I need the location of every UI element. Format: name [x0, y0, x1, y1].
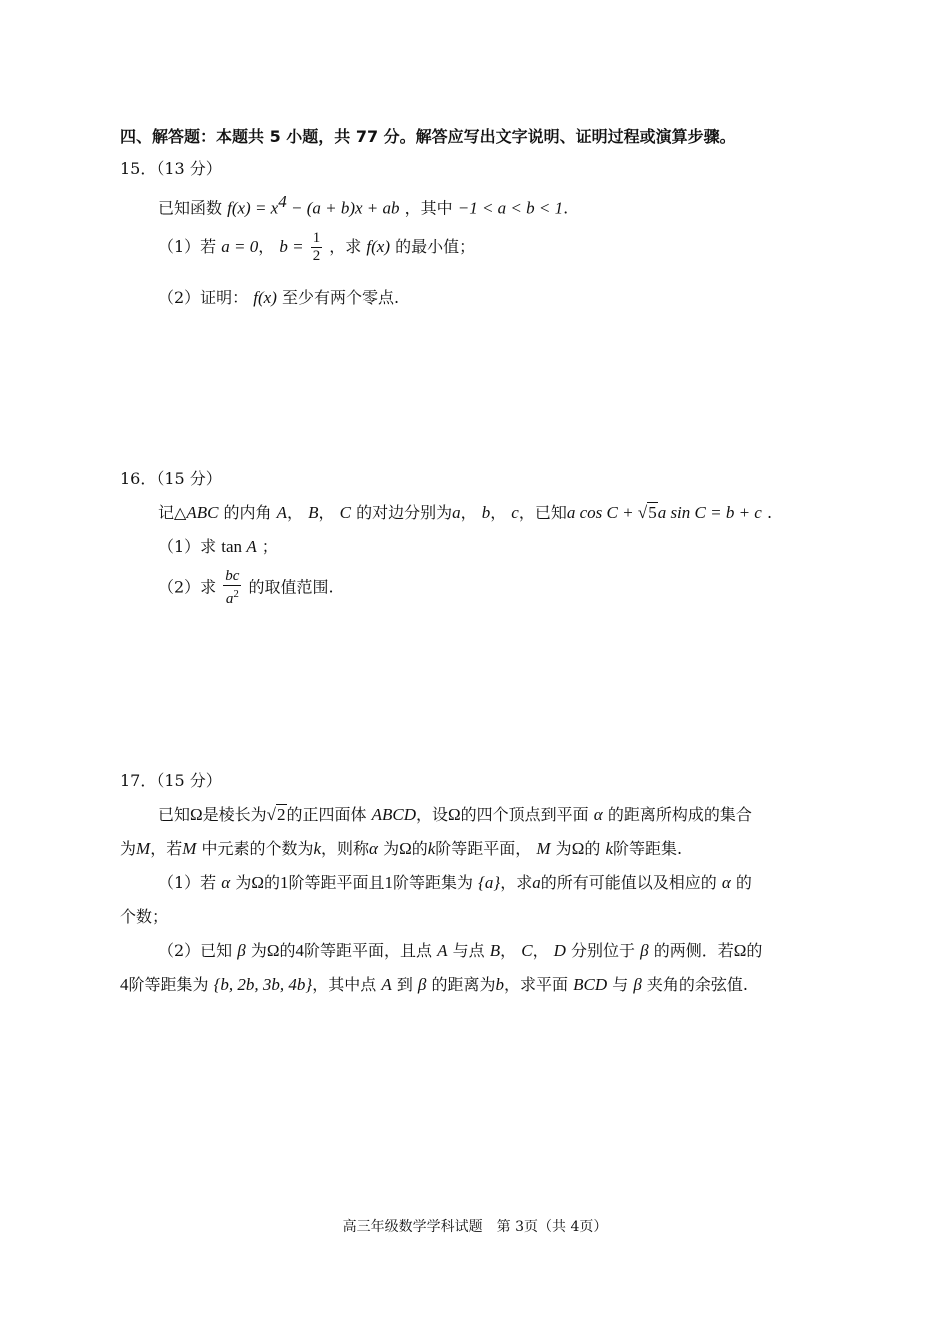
q17-p2-D: D [553, 941, 566, 960]
q17-text: 为 [383, 839, 400, 858]
q16-p2-text: （2）求 [158, 577, 217, 597]
q16-stem-text: 的对边分别为 [356, 503, 453, 522]
q17-p2-text: 到 [396, 975, 413, 994]
q16-a: a [452, 503, 461, 522]
q17-text: 的四个顶点到平面 [460, 805, 589, 824]
q17-omega: Ω [571, 839, 585, 858]
q15-function-rest: − (a + b)x + ab [286, 198, 400, 218]
q16-c: c [511, 503, 519, 522]
q17-alpha: α [369, 839, 378, 858]
q17-p1-text: 的所有可能值以及相应的 [540, 873, 717, 892]
q17-omega: Ω [733, 941, 747, 960]
q17-alpha: α [221, 873, 231, 892]
q17-sqrt: √2 [266, 805, 286, 824]
q17-part1 [158, 870, 752, 893]
q17-p2-text: 的距离为 [431, 975, 496, 994]
q17-p2-text: 的两侧．若 [653, 941, 734, 960]
q17-M: M [182, 839, 197, 858]
q17-text: 的正四面体 [286, 805, 367, 824]
q16-p1-text: （1）求 [158, 537, 217, 556]
q17-k: k [605, 839, 613, 858]
q17-text: 的 [411, 839, 428, 858]
q17-beta: β [633, 975, 642, 994]
q16-p2-exponent: 2 [233, 588, 239, 600]
q15-p1-text: ，求 [329, 237, 362, 256]
q16-stem [158, 500, 772, 523]
q17-omega: Ω [190, 805, 203, 824]
q17-p1-text: ，求 [500, 873, 533, 892]
q16-b: b [481, 503, 491, 522]
q17-p2-text: 阶等距集为 [128, 975, 209, 994]
q17-line2 [120, 836, 682, 859]
q17-omega: Ω [251, 873, 264, 892]
q17-alpha: α [721, 873, 731, 892]
q17-p2-text: 的 [279, 941, 296, 960]
q16-sqrt-radicand: 5 [648, 503, 657, 522]
q16-equation-part2: a sin C = b + c [657, 503, 762, 522]
q17-sqrt-radicand: 2 [277, 805, 286, 824]
q17-p2-A: A [381, 975, 392, 994]
q16-B: B [308, 503, 319, 522]
q17-p2-b: b [495, 975, 504, 994]
q15-p2-text: 至少有两个零点. [281, 288, 400, 307]
q17-p1-text: （1）若 [158, 873, 217, 892]
q16-sqrt: √5 [637, 503, 657, 522]
q17-p1-one: 1 [279, 873, 289, 892]
q16-p2-text: 的取值范围. [248, 577, 334, 597]
q15-period: . [563, 198, 569, 218]
q16-p1-A: A [246, 537, 257, 556]
q15-part1 [158, 230, 475, 265]
q16-equation-part1: a cos C + [566, 503, 638, 522]
page-footer: 高三年级数学学科试题 第 3页（共 4页） [342, 1219, 608, 1235]
q16-part1 [158, 534, 278, 557]
q15-stem-text: ，其中 [404, 198, 453, 218]
q15-condition: −1 < a < b < 1 [457, 198, 564, 218]
q17-text: ，则称 [321, 839, 370, 858]
q17-beta: β [237, 941, 246, 960]
q16-p2-numerator: bc [225, 568, 240, 584]
q15-p1-comma: ， [258, 237, 275, 256]
q17-p1-one: 1 [384, 873, 393, 892]
q17-beta: β [640, 941, 649, 960]
q17-p2-sep: ， [532, 941, 549, 960]
q17-k: k [313, 839, 322, 858]
q17-p2-text: ，其中点 [312, 975, 377, 994]
q17-p2-text: 分别位于 [571, 941, 636, 960]
q15-stem-text: 已知函数 [158, 198, 223, 218]
q16-period: . [766, 503, 773, 522]
q15-number: 15．（13 分） [120, 159, 222, 178]
q17-p2-text: 阶等距平面，且点 [304, 941, 433, 960]
q17-text: 为 [120, 839, 137, 858]
section-heading: 四、解答题：本题共 5 小题，共 77 分。解答应写出文字说明、证明过程或演算步骤。 [120, 127, 736, 146]
q16-number: 16．（15 分） [120, 469, 222, 488]
q17-abcd: ABCD [371, 805, 417, 824]
q15-p1-fraction [311, 230, 323, 265]
q17-p2-text: 与点 [452, 941, 485, 960]
q17-p1-set: {a} [478, 873, 501, 892]
q17-k: k [427, 839, 436, 858]
q15-p1-text: （1）若 [158, 237, 217, 256]
q17-M: M [136, 839, 151, 858]
q16-stem-text: ，已知 [518, 503, 567, 522]
q17-p1-text: 阶等距平面且 [288, 873, 385, 892]
q17-p2-text: 为 [250, 941, 267, 960]
q17-p2-text: （2）已知 [158, 941, 233, 960]
q16-part2 [158, 568, 334, 608]
q17-line1 [158, 802, 752, 825]
q15-p2-fx: f(x) [253, 288, 277, 307]
q17-text: 的 [584, 839, 601, 858]
q16-C: C [339, 503, 351, 522]
q17-text: 为 [555, 839, 572, 858]
q17-p2-text: 的 [746, 941, 763, 960]
q17-p2-bcd: BCD [573, 975, 608, 994]
q16-stem-text: 记△ [158, 503, 187, 522]
q17-p2-B: B [489, 941, 501, 960]
q17-text: 的距离所构成的集合 [607, 805, 752, 824]
q17-text: 中元素的个数为 [201, 839, 314, 858]
q16-sep: ， [460, 503, 477, 522]
q17-p2-C: C [521, 941, 533, 960]
q17-part2 [158, 938, 762, 961]
q17-M: M [536, 839, 551, 858]
q17-text: ，若 [150, 839, 183, 858]
q16-p2-denominator: a [225, 591, 234, 607]
q16-sep: ， [490, 503, 507, 522]
q15-stem [158, 192, 568, 218]
q17-text: 已知 [158, 805, 191, 824]
q17-beta: β [417, 975, 427, 994]
q16-p1-tan: tan [221, 537, 247, 556]
q17-p2-sep: ， [500, 941, 517, 960]
q17-number: 17．（15 分） [120, 771, 222, 790]
q16-sep: ， [318, 503, 335, 522]
q15-p2-text: （2）证明： [158, 288, 249, 307]
q17-p1-text: 的 [263, 873, 280, 892]
q16-abc: ABC [186, 503, 219, 522]
q17-part2-line2 [120, 972, 748, 995]
q16-stem-text: 的内角 [223, 503, 272, 522]
q17-p2-set: {b, 2b, 3b, 4b} [213, 975, 313, 994]
q15-function: f(x) = x [227, 198, 279, 218]
q17-omega: Ω [266, 941, 280, 960]
q17-p1-a: a [532, 873, 541, 892]
q17-p2-A: A [437, 941, 448, 960]
q17-p2-four: 4 [120, 975, 129, 994]
q15-p1-fx: f(x) [366, 237, 390, 256]
q17-p1-text: 阶等距集为 [393, 873, 474, 892]
q17-omega: Ω [448, 805, 461, 824]
q17-text: 阶等距集. [612, 839, 683, 858]
q16-p2-fraction [223, 568, 241, 608]
q17-part1-line2: 个数； [120, 907, 169, 926]
q17-text: ，设 [416, 805, 449, 824]
q17-p2-text: 与 [612, 975, 629, 994]
q16-p1-text: ； [261, 537, 278, 556]
q17-p2-text: 夹角的余弦值. [646, 975, 748, 994]
q17-omega: Ω [399, 839, 412, 858]
q17-alpha: α [593, 805, 603, 824]
q15-p1-text: 的最小值； [395, 237, 476, 256]
q15-p1-denominator: 2 [312, 248, 321, 264]
q16-sep: ， [287, 503, 304, 522]
q17-p1-text: 为 [235, 873, 252, 892]
q15-p1-numerator: 1 [312, 230, 321, 246]
q17-text: 阶等距平面， [435, 839, 532, 858]
q15-exponent: 4 [278, 192, 287, 211]
q15-p1-b: b = [279, 237, 304, 256]
q15-p1-a: a = 0 [221, 237, 259, 256]
q17-p1-text: 的 [735, 873, 752, 892]
q17-p2-four: 4 [295, 941, 305, 960]
q17-text: 是棱长为 [202, 805, 267, 824]
q15-part2 [158, 285, 399, 308]
q16-A: A [276, 503, 288, 522]
q17-p2-text: ，求平面 [504, 975, 569, 994]
